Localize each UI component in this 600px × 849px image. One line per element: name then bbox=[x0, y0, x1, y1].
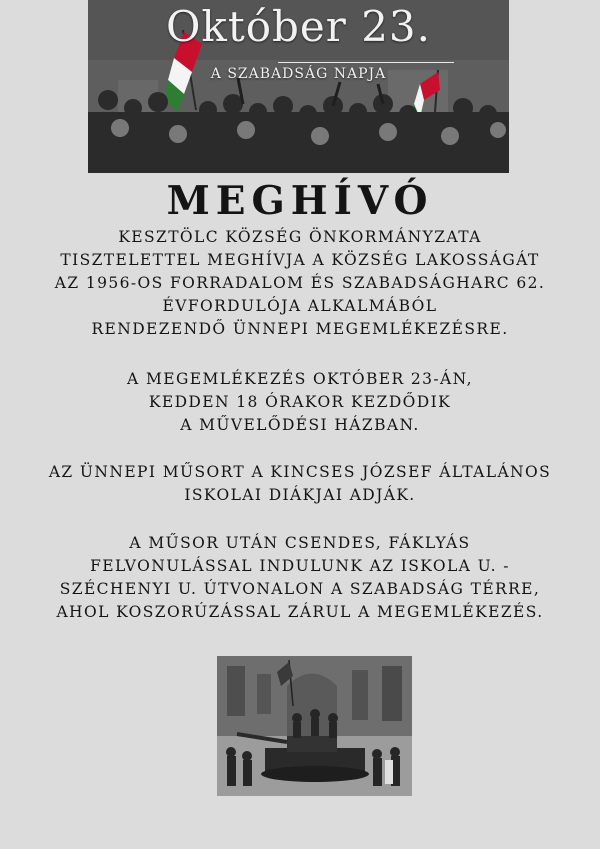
banner-subtitle: A SZABADSÁG NAPJA bbox=[210, 66, 387, 82]
banner-divider bbox=[278, 62, 454, 63]
text-line: SZÉCHENYI U. ÚTVONALON A SZABADSÁG TÉRRE, bbox=[59, 580, 541, 598]
text-line: TISZTELETTEL MEGHÍVJA A KÖZSÉG LAKOSSÁGÁT bbox=[60, 251, 540, 269]
text-line: ISKOLAI DIÁKJAI ADJÁK. bbox=[184, 486, 416, 504]
text-line: A MEGEMLÉKEZÉS OKTÓBER 23-ÁN, bbox=[127, 370, 473, 388]
text-line: ÉVFORDULÓJA ALKALMÁBÓL bbox=[162, 297, 438, 315]
text-line: RENDEZENDŐ ÜNNEPI MEGEMLÉKEZÉSRE. bbox=[91, 320, 509, 338]
paragraph-program bbox=[0, 461, 600, 507]
text-line: A MŰVELŐDÉSI HÁZBAN. bbox=[180, 416, 420, 434]
historic-tank-photo bbox=[217, 656, 412, 796]
invitation-heading: MEGHÍVÓ bbox=[166, 178, 434, 224]
text-line: A MŰSOR UTÁN CSENDES, FÁKLYÁS bbox=[129, 534, 471, 552]
text-line: AZ 1956-OS FORRADALOM ÉS SZABADSÁGHARC 62. bbox=[54, 274, 546, 292]
paragraph-procession bbox=[0, 532, 600, 624]
text-line: AZ ÜNNEPI MŰSORT A KINCSES JÓZSEF ÁLTALÁNOS bbox=[48, 463, 552, 481]
header-banner bbox=[88, 0, 509, 173]
text-line: AHOL KOSZORÚZÁSSAL ZÁRUL A MEGEMLÉKEZÉS. bbox=[56, 603, 544, 621]
text-line: KEDDEN 18 ÓRAKOR KEZDŐDIK bbox=[148, 393, 452, 411]
text-line: KESZTÖLC KÖZSÉG ÖNKORMÁNYZATA bbox=[118, 228, 482, 246]
text-line: FELVONULÁSSAL INDULUNK AZ ISKOLA U. - bbox=[90, 557, 510, 575]
paragraph-time-place bbox=[0, 368, 600, 437]
banner-title: Október 23. bbox=[165, 2, 431, 51]
paragraph-intro bbox=[0, 226, 600, 341]
